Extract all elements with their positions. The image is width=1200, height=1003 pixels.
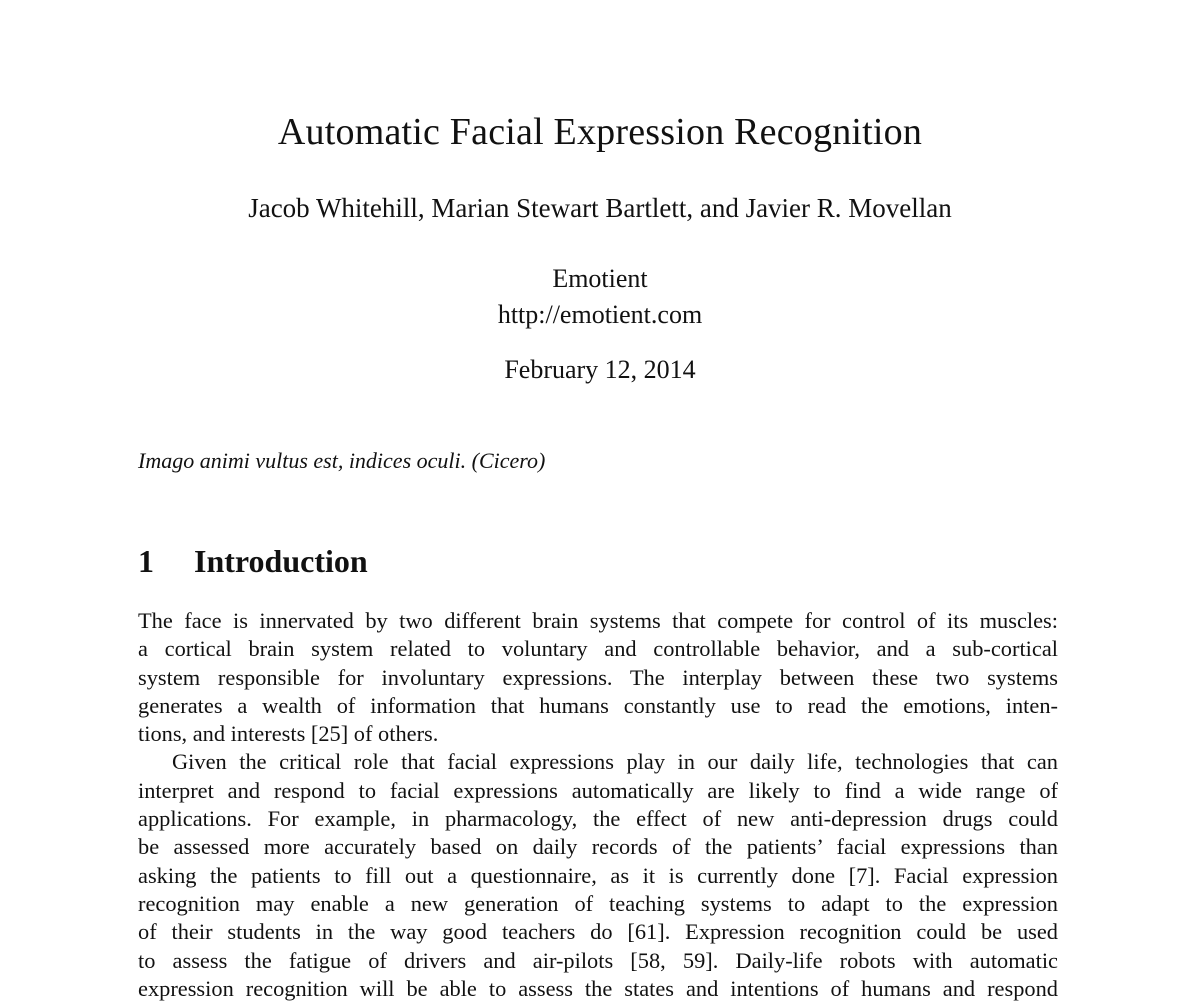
paragraph-1-line: a cortical brain system related to voluntary and controllable behavior, and a sub-cortical <box>138 636 1058 662</box>
paragraph-2-line: be assessed more accurately based on daily records of the patients’ facial expressions than <box>138 834 1058 860</box>
paragraph-1-line: The face is innervated by two different brain systems that compete for control of its muscles: <box>138 608 1058 633</box>
section-number: 1 <box>138 543 154 579</box>
section-heading <box>138 543 368 580</box>
paragraph-1-line: generates a wealth of information that humans constantly use to read the emotions, inten- <box>138 692 1058 718</box>
paragraph-2-line: of their students in the way good teachers do [61]. Expression recognition could be used <box>138 919 1058 945</box>
paragraph-2-line: expression recognition will be able to assess the states and intentions of humans and respond <box>138 975 1058 1001</box>
epigraph-quote: Imago animi vultus est, indices oculi. (Cicero) <box>138 448 546 473</box>
paragraph-2-line: asking the patients to fill out a questionnaire, as it is currently done [7]. Facial expression <box>138 862 1058 888</box>
paragraph-2-line: to assess the fatigue of drivers and air-pilots [58, 59]. Daily-life robots with automatic <box>138 947 1058 973</box>
paper-title: Automatic Facial Expression Recognition <box>277 111 923 153</box>
section-title: Introduction <box>194 543 368 579</box>
affiliation-organization: Emotient <box>552 264 648 293</box>
paragraph-2-line: applications. For example, in pharmacology, the effect of new anti-depression drugs could <box>138 806 1058 832</box>
affiliation-url: http://emotient.com <box>497 300 703 329</box>
paragraph-2-line: Given the critical role that facial expressions play in our daily life, technologies that can <box>172 749 1058 775</box>
body-text <box>138 607 1058 1003</box>
paper-date: February 12, 2014 <box>504 355 696 384</box>
paragraph-2-line: interpret and respond to facial expressions automatically are likely to find a wide range of <box>138 777 1058 803</box>
paragraph-1-line: system responsible for involuntary expressions. The interplay between these two systems <box>138 664 1058 690</box>
paragraph-1-line: tions, and interests [25] of others. <box>138 721 439 747</box>
paragraph-2-line: recognition may enable a new generation of teaching systems to adapt to the expression <box>138 890 1058 916</box>
paper-authors: Jacob Whitehill, Marian Stewart Bartlett, and Javier R. Movellan <box>248 193 952 223</box>
